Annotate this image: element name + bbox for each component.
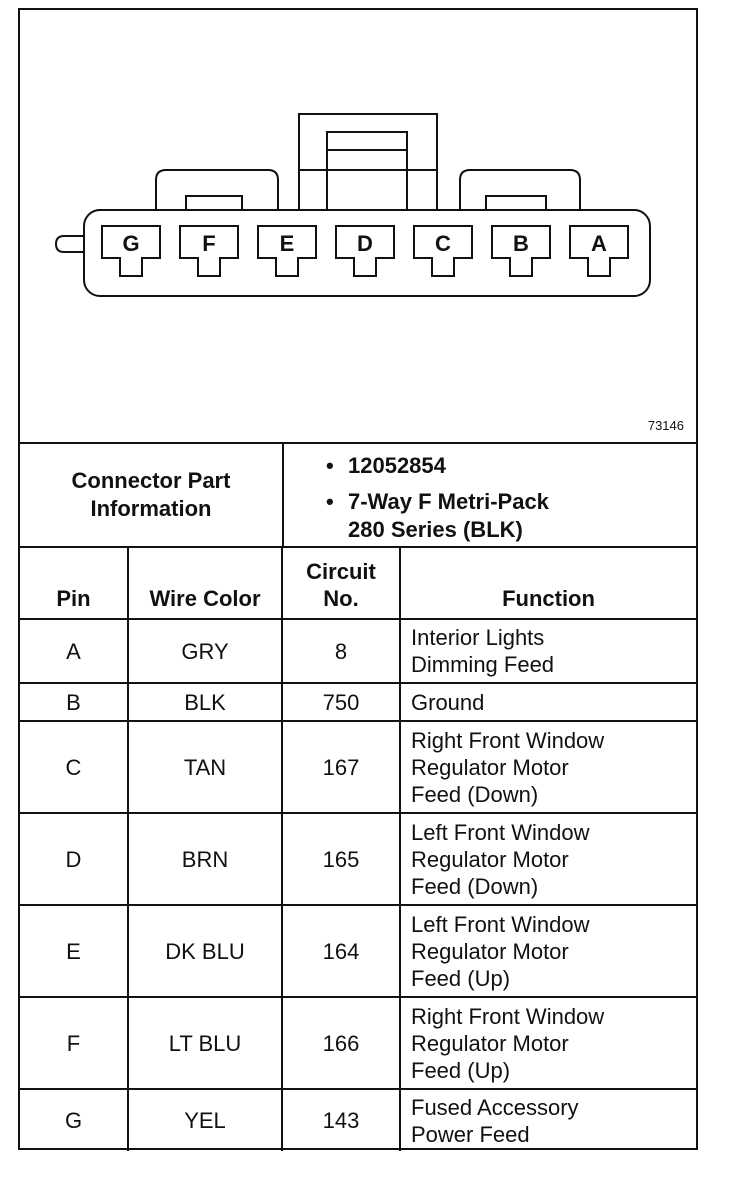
table-row — [20, 997, 696, 1089]
pin-cell: F — [20, 997, 128, 1089]
wire-color-cell: YEL — [128, 1089, 282, 1151]
function-cell — [400, 905, 696, 997]
circuit-cell: 167 — [282, 721, 400, 813]
function-cell — [400, 1089, 696, 1151]
header-function: Function — [400, 547, 696, 619]
connector-sheet — [18, 8, 698, 1150]
connector-info-list — [326, 452, 549, 544]
function-cell — [400, 683, 696, 721]
wire-color-cell: BLK — [128, 683, 282, 721]
header-circuit-line1: Circuit — [306, 559, 376, 584]
pin-cell: A — [20, 619, 128, 683]
function-line: Regulator Motor — [411, 754, 569, 780]
pin-cavity — [492, 226, 550, 276]
pinout-table — [20, 546, 696, 1151]
pin-letter: C — [435, 231, 451, 256]
function-line: Feed (Down) — [411, 781, 539, 807]
center-latch — [299, 114, 437, 210]
pin-cavity — [258, 226, 316, 276]
function-line: Interior Lights — [411, 625, 545, 650]
pin-letter: A — [591, 231, 607, 256]
connector-type-line2: 280 Series (BLK) — [348, 517, 523, 542]
pin-cavity — [180, 226, 238, 276]
function-cell — [400, 619, 696, 683]
connector-type — [326, 488, 549, 544]
function-line: Power Feed — [411, 1121, 530, 1147]
left-tab — [156, 170, 278, 210]
function-line: Left Front Window — [411, 819, 590, 845]
function-cell — [400, 813, 696, 905]
circuit-cell: 750 — [282, 683, 400, 721]
wire-color-cell: GRY — [128, 619, 282, 683]
part-number: • 12052854 — [326, 452, 549, 480]
connector-info-label-line1: Connector Part — [71, 468, 231, 493]
connector-drawing — [20, 10, 696, 442]
pin-cell: D — [20, 813, 128, 905]
header-circuit — [282, 547, 400, 619]
pin-letter: D — [357, 231, 373, 256]
table-row — [20, 721, 696, 813]
pin-letter: E — [279, 231, 295, 256]
function-cell — [400, 997, 696, 1089]
circuit-cell: 8 — [282, 619, 400, 683]
connector-type-line1: 7-Way F Metri-Pack — [348, 489, 549, 514]
function-line: Ground — [411, 689, 485, 715]
function-line: Right Front Window — [411, 1003, 605, 1029]
right-tab — [460, 170, 580, 210]
connector-nub — [56, 236, 84, 252]
header-pin: Pin — [20, 547, 128, 619]
function-line: Fused Accessory — [411, 1094, 579, 1120]
circuit-cell: 165 — [282, 813, 400, 905]
circuit-cell: 166 — [282, 997, 400, 1089]
connector-diagram — [20, 10, 696, 442]
pin-cavity — [102, 226, 160, 276]
circuit-cell: 143 — [282, 1089, 400, 1151]
function-line: Feed (Down) — [411, 873, 539, 899]
pin-cell: C — [20, 721, 128, 813]
table-row — [20, 619, 696, 683]
pin-cavity — [570, 226, 628, 276]
function-line: Feed (Up) — [411, 1057, 511, 1083]
pin-cell: G — [20, 1089, 128, 1151]
circuit-cell: 164 — [282, 905, 400, 997]
wire-color-cell: DK BLU — [128, 905, 282, 997]
function-cell — [400, 721, 696, 813]
function-line: Regulator Motor — [411, 938, 569, 964]
wire-color-cell: TAN — [128, 721, 282, 813]
pin-cell: B — [20, 683, 128, 721]
function-line: Dimming Feed — [411, 652, 555, 677]
function-line: Right Front Window — [411, 727, 605, 753]
table-row — [20, 813, 696, 905]
wire-color-cell: BRN — [128, 813, 282, 905]
function-line: Left Front Window — [411, 911, 590, 937]
pin-cavity — [336, 226, 394, 276]
pin-letter: G — [122, 231, 140, 256]
header-circuit-line2: No. — [323, 586, 359, 611]
connector-info-label-line2: Information — [90, 496, 212, 521]
table-row — [20, 683, 696, 721]
pin-cell: E — [20, 905, 128, 997]
wire-color-cell: LT BLU — [128, 997, 282, 1089]
divider — [282, 444, 284, 546]
pin-letter: F — [202, 231, 216, 256]
table-row — [20, 905, 696, 997]
table-header-row — [20, 547, 696, 619]
connector-info-label — [20, 444, 282, 546]
function-line: Regulator Motor — [411, 846, 569, 872]
pin-letter: B — [513, 231, 529, 256]
pin-cavity — [414, 226, 472, 276]
table-row — [20, 1089, 696, 1151]
header-wire-color: Wire Color — [128, 547, 282, 619]
function-line: Feed (Up) — [411, 965, 511, 991]
function-line: Regulator Motor — [411, 1030, 569, 1056]
figure-number: 73146 — [647, 418, 684, 433]
